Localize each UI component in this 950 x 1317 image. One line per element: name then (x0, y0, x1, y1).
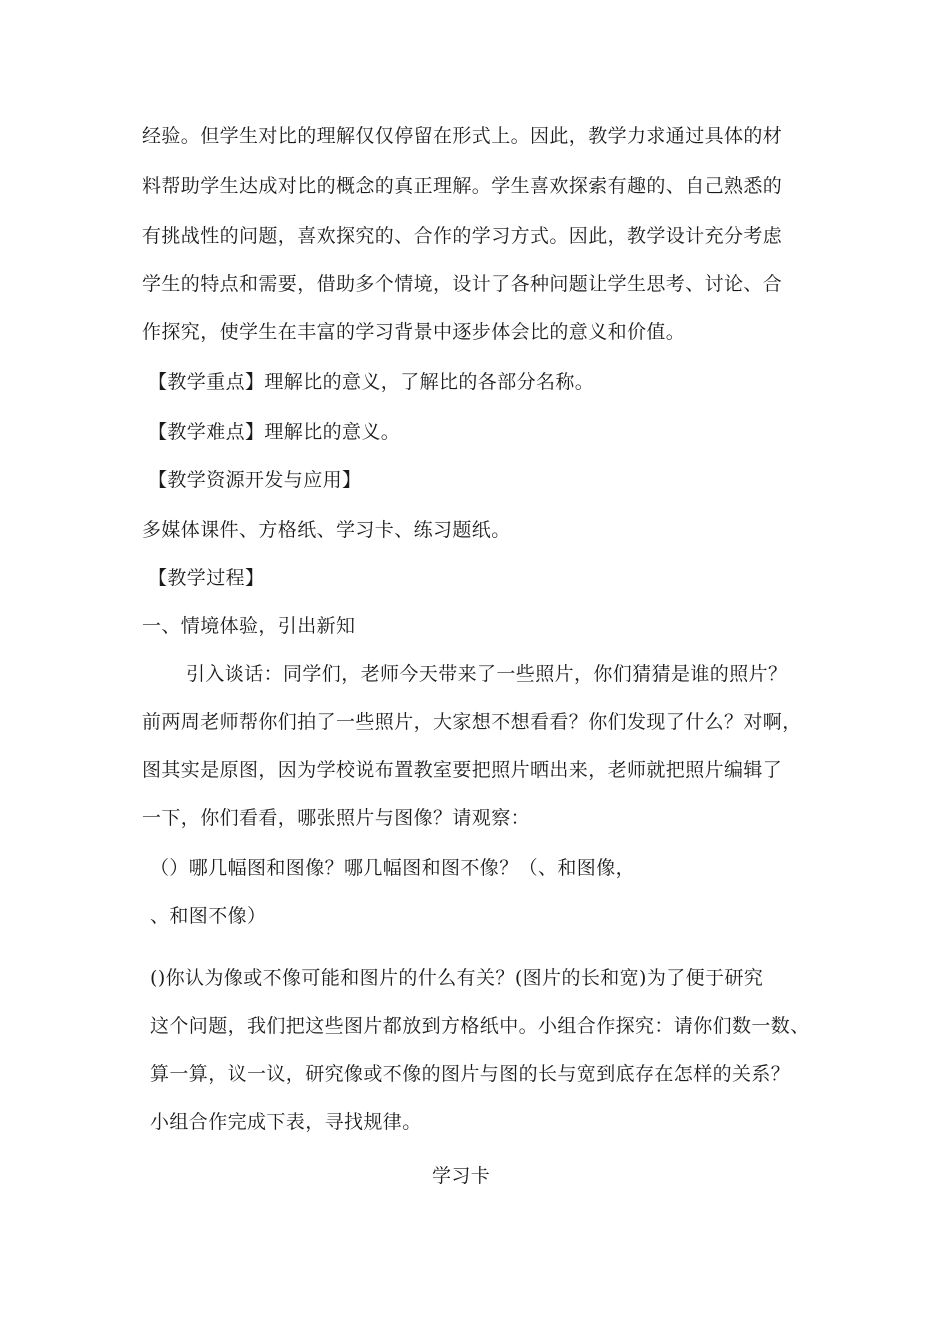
study-card-title: 学习卡 (432, 1165, 491, 1187)
paragraph-line: 小组合作完成下表，寻找规律。 (150, 1111, 422, 1133)
paragraph-line: （）哪几幅图和图像？哪几幅图和图不像？（、和图像， (150, 857, 636, 879)
paragraph-line: 作探究，使学生在丰富的学习背景中逐步体会比的意义和价值。 (142, 321, 686, 343)
paragraph-line: 经验。但学生对比的理解仅仅停留在形式上。因此，教学力求通过具体的材 (142, 125, 783, 147)
process-heading: 【教学过程】 (148, 567, 265, 589)
difficult-point-heading: 【教学难点】理解比的意义。 (148, 421, 401, 443)
key-point-heading: 【教学重点】理解比的意义，了解比的各部分名称。 (148, 371, 595, 393)
paragraph-line: 有挑战性的问题，喜欢探究的、合作的学习方式。因此，教学设计充分考虑 (142, 225, 783, 247)
paragraph-line: 料帮助学生达成对比的概念的真正理解。学生喜欢探索有趣的、自己熟悉的 (142, 175, 783, 197)
section-one-heading: 一、情境体验，引出新知 (142, 615, 356, 637)
paragraph-line: 学生的特点和需要，借助多个情境，设计了各种问题让学生思考、讨论、合 (142, 273, 783, 295)
paragraph-line: 引入谈话：同学们，老师今天带来了一些照片，你们猜猜是谁的照片？ (186, 663, 788, 685)
paragraph-line: 图其实是原图，因为学校说布置教室要把照片晒出来，老师就把照片编辑了 (142, 759, 783, 781)
paragraph-line: 这个问题，我们把这些图片都放到方格纸中。小组合作探究：请你们数一数、 (150, 1015, 810, 1037)
paragraph-line: 一下，你们看看，哪张照片与图像？请观察： (142, 807, 531, 829)
paragraph-line: 前两周老师帮你们拍了一些照片，大家想不想看看？你们发现了什么？对啊， (142, 711, 802, 733)
paragraph-line: ()你认为像或不像可能和图片的什么有关？(图片的长和宽)为了便于研究 (150, 967, 764, 989)
resources-text: 多媒体课件、方格纸、学习卡、练习题纸。 (142, 519, 511, 541)
resources-heading: 【教学资源开发与应用】 (148, 469, 362, 491)
paragraph-line: 算一算，议一议，研究像或不像的图片与图的长与宽到底存在怎样的关系？ (150, 1063, 791, 1085)
paragraph-line: 、和图不像） (150, 905, 267, 927)
